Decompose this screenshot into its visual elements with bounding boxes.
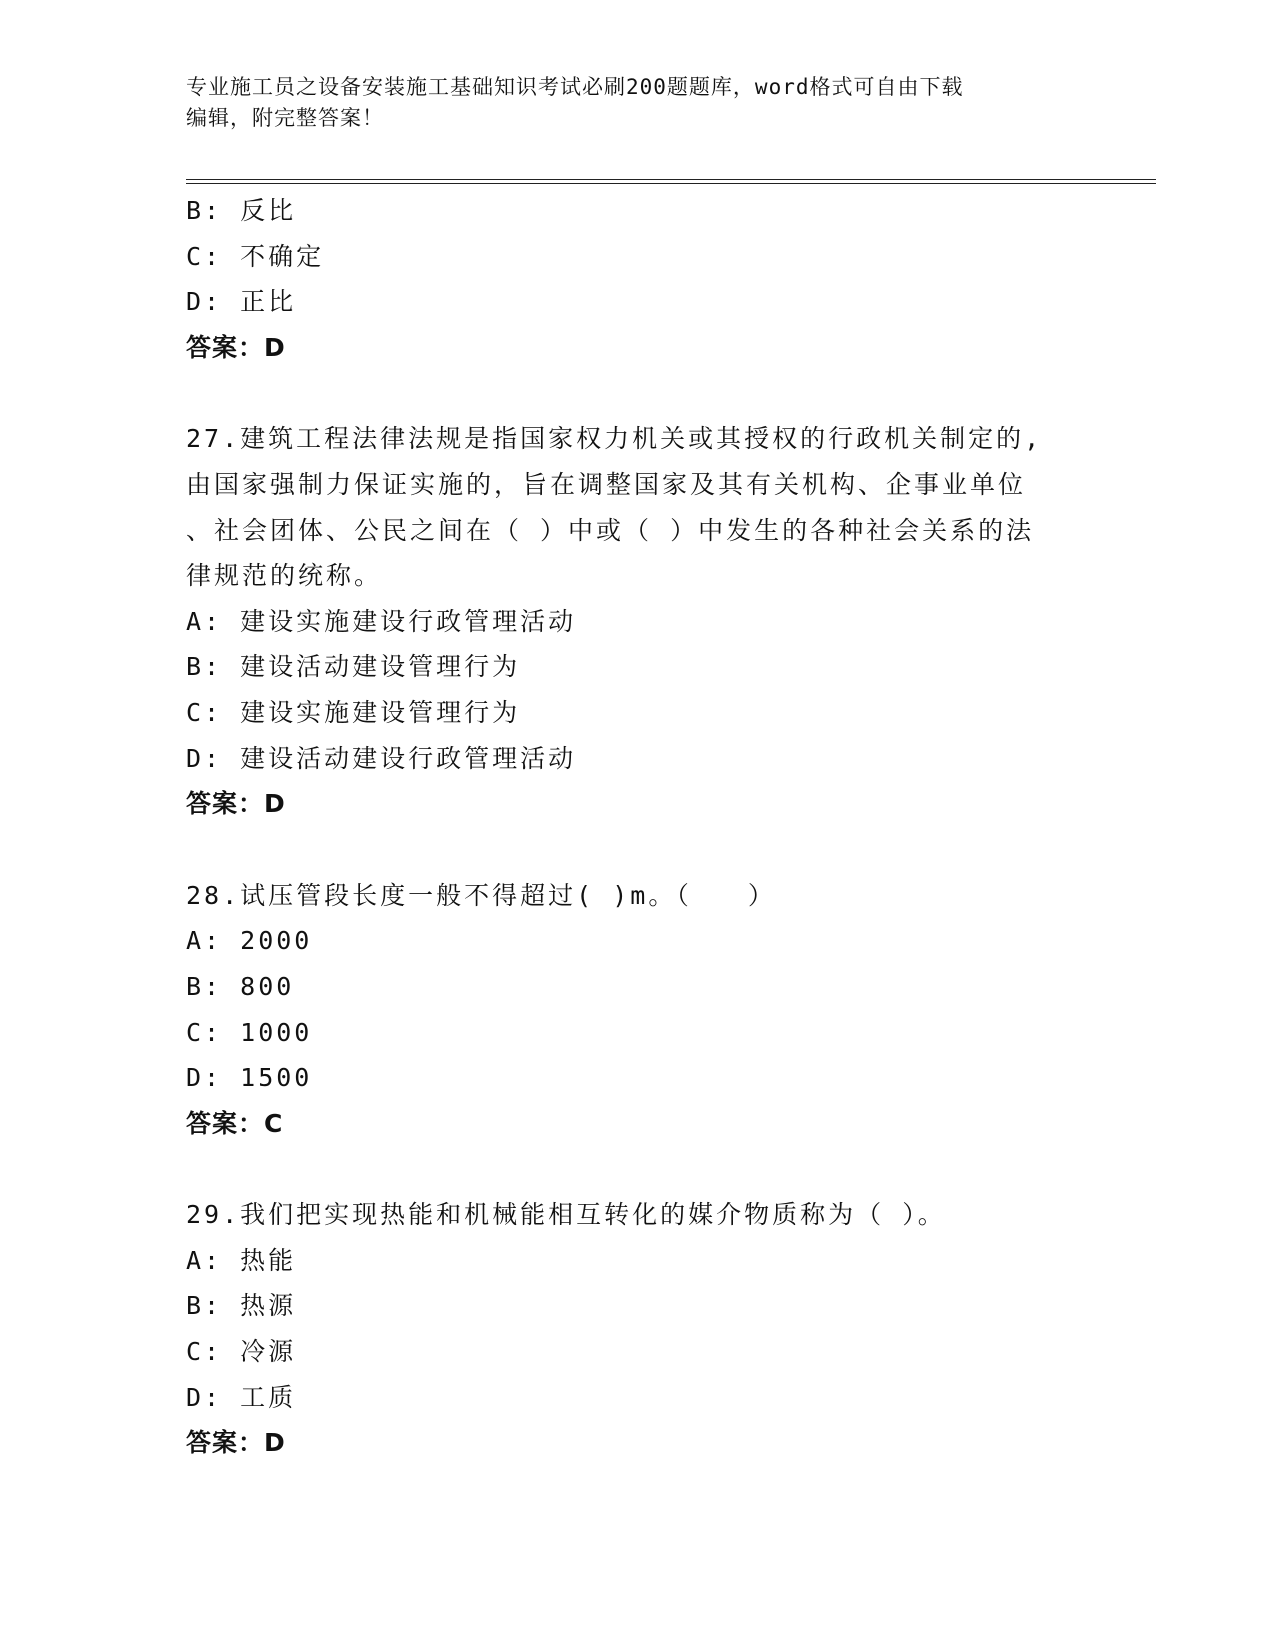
header-divider bbox=[186, 179, 1156, 180]
option-d: D: 建设活动建设行政管理活动 bbox=[186, 743, 577, 773]
option-d: D: 正比 bbox=[186, 287, 297, 317]
page-header bbox=[186, 72, 1086, 134]
question-28 bbox=[186, 873, 1086, 1147]
question-27 bbox=[186, 416, 1086, 826]
option-c: C: 冷源 bbox=[186, 1337, 297, 1367]
question-stem: 27.建筑工程法律法规是指国家权力机关或其授权的行政机关制定的, bbox=[186, 424, 1043, 454]
question-29 bbox=[186, 1192, 1086, 1466]
option-c: C: 不确定 bbox=[186, 241, 325, 271]
spacer bbox=[186, 370, 1086, 416]
option-c: C: 1000 bbox=[186, 1017, 313, 1047]
option-c: C: 建设实施建设管理行为 bbox=[186, 697, 521, 727]
header-line: 编辑，附完整答案！ bbox=[186, 106, 384, 130]
option-b: B: 建设活动建设管理行为 bbox=[186, 652, 521, 682]
question-stem: 29.我们把实现热能和机械能相互转化的媒介物质称为（ ）。 bbox=[186, 1200, 946, 1230]
header-line: 专业施工员之设备安装施工基础知识考试必刷200题题库，word格式可自由下载 bbox=[186, 75, 964, 99]
option-d: D: 1500 bbox=[186, 1063, 313, 1093]
answer-label: 答案：D bbox=[186, 332, 286, 362]
option-b: B: 反比 bbox=[186, 196, 297, 225]
answer-label: 答案：C bbox=[186, 1108, 284, 1138]
question-26 bbox=[186, 188, 1086, 370]
option-a: A: 2000 bbox=[186, 926, 313, 956]
question-list bbox=[186, 188, 1086, 1466]
spacer bbox=[186, 1146, 1086, 1192]
question-stem: 、社会团体、公民之间在（ ）中或（ ）中发生的各种社会关系的法 bbox=[186, 515, 1035, 545]
answer-label: 答案：D bbox=[186, 789, 286, 819]
option-a: A: 热能 bbox=[186, 1245, 297, 1275]
question-stem: 由国家强制力保证实施的，旨在调整国家及其有关机构、企事业单位 bbox=[186, 469, 1027, 499]
question-stem: 律规范的统称。 bbox=[186, 561, 383, 591]
spacer bbox=[186, 827, 1086, 873]
option-b: B: 热源 bbox=[186, 1291, 297, 1321]
answer-label: 答案：D bbox=[186, 1428, 286, 1458]
header-divider bbox=[186, 183, 1156, 184]
option-d: D: 工质 bbox=[186, 1382, 297, 1412]
option-b: B: 800 bbox=[186, 971, 295, 1001]
question-stem: 28.试压管段长度一般不得超过( )m。（ ） bbox=[186, 880, 776, 910]
option-a: A: 建设实施建设行政管理活动 bbox=[186, 606, 577, 636]
